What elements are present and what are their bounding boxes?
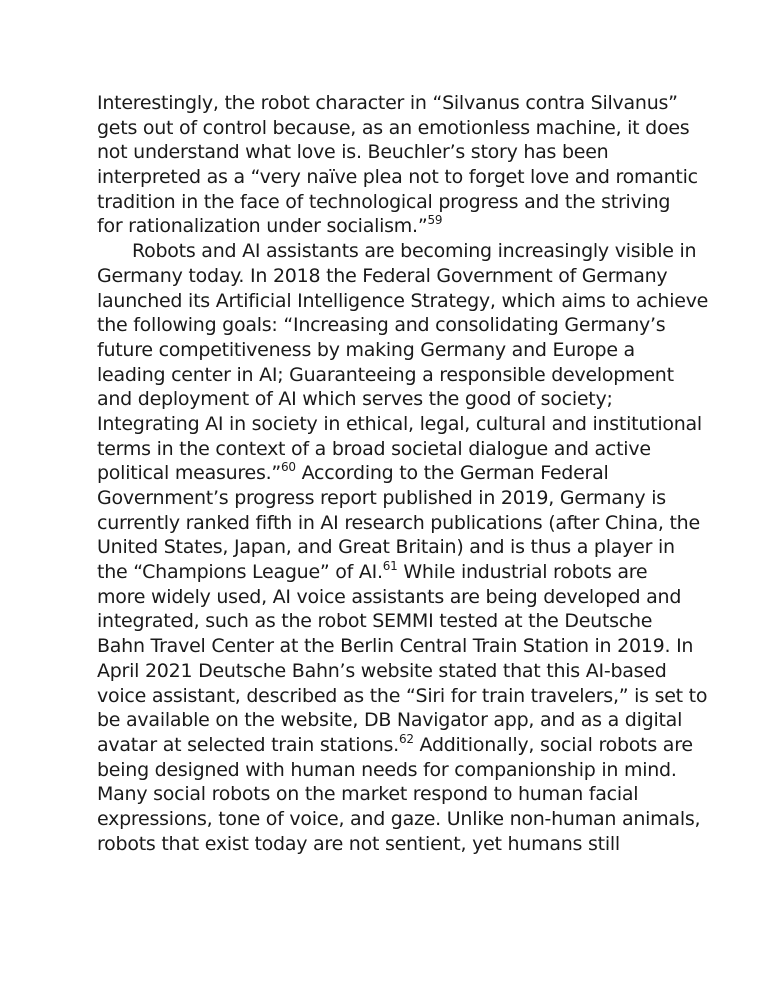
text-line: launched its Artificial Intelligence Strategy, which aims to achieve: [97, 289, 709, 312]
text-fragment: political measures.”: [97, 462, 282, 485]
text-line: currently ranked fifth in AI research publications (after China, the: [97, 511, 700, 534]
text-fragment: According to the German Federal: [295, 462, 609, 485]
text-line: gets out of control because, as an emotionless machine, it does: [97, 116, 690, 139]
paragraph-1: [97, 91, 697, 239]
footnote-ref-62: 62: [398, 731, 414, 746]
text-line: April 2021 Deutsche Bahn’s website stated that this AI-based: [97, 659, 667, 682]
text-line: integrated, such as the robot SEMMI tested at the Deutsche: [97, 610, 653, 633]
text-fragment: avatar at selected train stations.: [97, 733, 399, 756]
footnote-ref-61: 61: [382, 558, 398, 573]
text-line: Robots and AI assistants are becoming increasingly visible in: [132, 240, 697, 263]
text-fragment: for rationalization under socialism.”: [97, 215, 428, 238]
text-line: leading center in AI; Guaranteeing a responsible development: [97, 363, 674, 386]
footnote-ref-60: 60: [281, 459, 296, 474]
paragraph-2: [97, 239, 709, 856]
text-line: voice assistant, described as the “Siri for train travelers,” is set to: [97, 684, 708, 707]
text-line: Bahn Travel Center at the Berlin Central Train Station in 2019. In: [97, 635, 694, 658]
text-line: future competitiveness by making Germany and Europe a: [97, 338, 635, 361]
text-line: interpreted as a “very naïve plea not to forget love and romantic: [97, 166, 698, 189]
text-line: more widely used, AI voice assistants are being developed and: [97, 585, 682, 608]
text-line: not understand what love is. Beuchler’s story has been: [97, 141, 609, 164]
text-line: expressions, tone of voice, and gaze. Unlike non-human animals,: [97, 807, 701, 830]
text-fragment: the “Champions League” of AI.: [97, 561, 383, 584]
text-line: Government’s progress report published in 2019, Germany is: [97, 487, 666, 509]
text-line: [97, 560, 697, 585]
text-line: and deployment of AI which serves the good of society;: [97, 388, 613, 411]
footnote-ref-59: 59: [427, 213, 443, 228]
text-line: Germany today. In 2018 the Federal Government of Germany: [97, 264, 668, 287]
text-line: the following goals: “Increasing and consolidating Germany’s: [97, 314, 666, 337]
text-fragment: Additionally, social robots are: [413, 733, 693, 756]
text-line: Integrating AI in society in ethical, legal, cultural and institutional: [97, 412, 702, 435]
text-line: robots that exist today are not sentient, yet humans still: [97, 832, 620, 855]
text-line: be available on the website, DB Navigator app, and as a digital: [97, 709, 683, 732]
text-line: being designed with human needs for companionship in mind.: [97, 758, 677, 781]
text-line: [97, 461, 697, 486]
text-line: [97, 214, 697, 239]
text-line: United States, Japan, and Great Britain) and is thus a player in: [97, 536, 675, 559]
text-fragment: While industrial robots are: [397, 561, 648, 584]
body-text: [97, 91, 709, 856]
text-line: Many social robots on the market respond to human facial: [97, 783, 639, 806]
text-line: [97, 733, 697, 758]
text-line: Interestingly, the robot character in “Silvanus contra Silvanus”: [97, 92, 678, 114]
text-line: terms in the context of a broad societal dialogue and active: [97, 437, 651, 460]
text-line: tradition in the face of technological progress and the striving: [97, 190, 671, 213]
